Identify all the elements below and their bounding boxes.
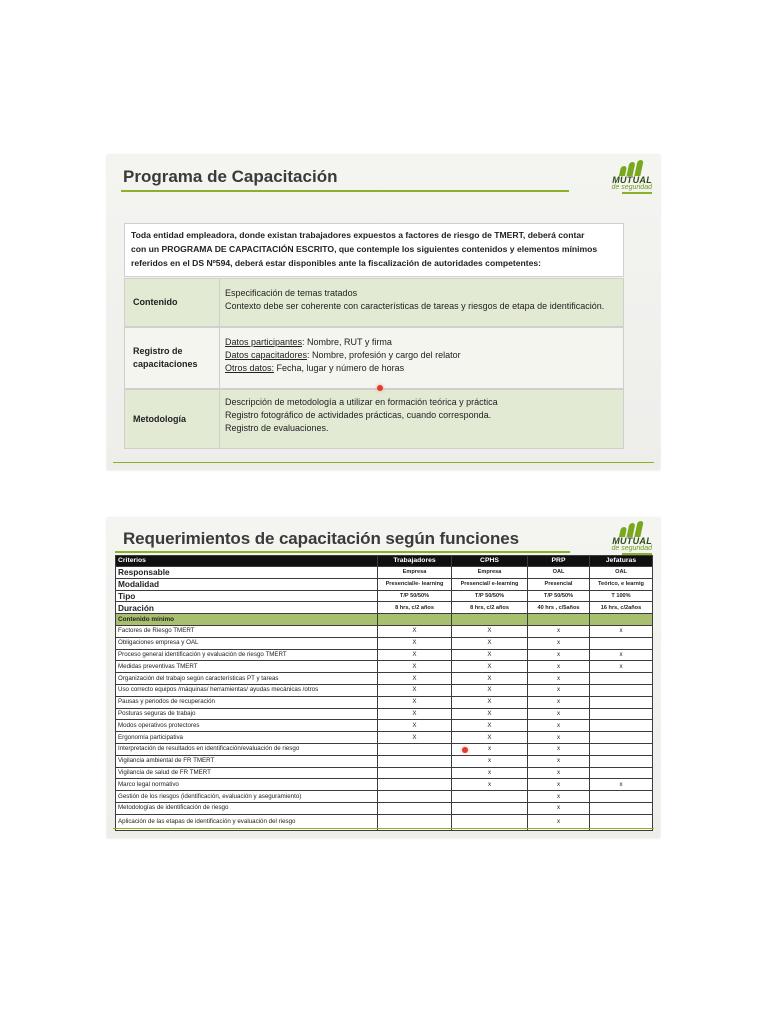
- row-label-line: capacitaciones: [133, 359, 198, 369]
- row-metodologia: [124, 389, 624, 449]
- value-cell: X: [452, 720, 528, 732]
- row-item: [225, 349, 619, 362]
- intro-paragraph: [124, 223, 624, 277]
- slide-requerimientos: [107, 518, 660, 838]
- item-key: Datos participantes: [225, 337, 303, 347]
- row-line: Registro de evaluaciones.: [225, 423, 329, 433]
- value-cell: [590, 732, 653, 744]
- table-row: [116, 720, 653, 732]
- row-label: [125, 328, 220, 388]
- value-cell: X: [452, 696, 528, 708]
- row-line: Especificación de temas tratados: [225, 288, 358, 298]
- criterion-cell: Gestión de los riesgos (identificación, evaluación y aseguramiento): [116, 791, 378, 803]
- section-label: Contenido mínimo: [116, 614, 378, 626]
- criterion-cell: Modos operativos protectores: [116, 720, 378, 732]
- value-cell: Presencial/ e-learning: [452, 578, 528, 590]
- value-cell: x: [590, 625, 653, 637]
- item-rest: Fecha, lugar y número de horas: [274, 363, 405, 373]
- value-cell: [590, 708, 653, 720]
- row-contenido: [124, 278, 624, 327]
- value-cell: [452, 802, 528, 814]
- row-registro: [124, 327, 624, 389]
- criterion-cell: Pausas y periodos de recuperación: [116, 696, 378, 708]
- value-cell: [378, 802, 452, 814]
- value-cell: x: [528, 791, 590, 803]
- value-cell: x: [452, 743, 528, 755]
- value-cell: [590, 791, 653, 803]
- title-underline: [115, 551, 570, 553]
- row-value: [225, 396, 619, 435]
- section-cell: [452, 614, 528, 626]
- value-cell: 8 hrs, c/2 años: [452, 602, 528, 614]
- section-cell: [528, 614, 590, 626]
- value-cell: x: [528, 732, 590, 744]
- table-row: [116, 661, 653, 673]
- value-cell: X: [378, 720, 452, 732]
- value-cell: [590, 802, 653, 814]
- section-cell: [590, 614, 653, 626]
- row-value: [225, 287, 619, 313]
- logo-tagline: de seguridad: [611, 545, 652, 552]
- value-cell: T 100%: [590, 590, 653, 602]
- intro-line: referidos en el DS Nº594, deberá estar disponibles ante la fiscalización de autoridades competentes:: [131, 258, 542, 268]
- value-cell: 40 hrs , c/5años: [528, 602, 590, 614]
- value-cell: x: [528, 625, 590, 637]
- criterion-cell: Vigilancia de salud de FR TMERT: [116, 767, 378, 779]
- value-cell: [378, 743, 452, 755]
- criterion-cell: Marco legal normativo: [116, 779, 378, 791]
- value-cell: [452, 791, 528, 803]
- requirements-table: [115, 555, 653, 831]
- row-line: Contexto debe ser coherente con características de tareas y riesgos de etapa de identificación.: [225, 301, 605, 311]
- value-cell: X: [452, 625, 528, 637]
- value-cell: X: [452, 673, 528, 685]
- value-cell: x: [528, 708, 590, 720]
- item-rest: : Nombre, profesión y cargo del relator: [307, 350, 461, 360]
- logo-bars-icon: [618, 521, 646, 537]
- value-cell: X: [378, 625, 452, 637]
- footer-line: [113, 462, 654, 463]
- criterion-cell: Posturas seguras de trabajo: [116, 708, 378, 720]
- value-cell: [378, 755, 452, 767]
- criterion-cell: Interpretación de resultados en identificación/evaluación de riesgo: [116, 743, 378, 755]
- column-header: CPHS: [452, 556, 528, 567]
- criterion-cell: Aplicación de las etapas de identificación y evaluación del riesgo: [116, 814, 378, 830]
- value-cell: x: [528, 802, 590, 814]
- table-row: [116, 673, 653, 685]
- table-row: [116, 696, 653, 708]
- table-row: [116, 791, 653, 803]
- table-row: [116, 625, 653, 637]
- value-cell: x: [590, 779, 653, 791]
- criterion-cell: Factores de Riesgo TMERT: [116, 625, 378, 637]
- summary-row: [116, 602, 653, 614]
- value-cell: [590, 767, 653, 779]
- value-cell: X: [452, 637, 528, 649]
- slide-programa-capacitacion: [107, 155, 660, 470]
- table-row: [116, 755, 653, 767]
- value-cell: Empresa: [378, 567, 452, 579]
- item-rest: : Nombre, RUT y firma: [302, 337, 392, 347]
- value-cell: x: [452, 767, 528, 779]
- value-cell: Presencial: [528, 578, 590, 590]
- table-row: [116, 743, 653, 755]
- title-underline: [121, 190, 569, 192]
- row-line: Registro fotográfico de actividades prácticas, cuando corresponda.: [225, 410, 492, 420]
- item-key: Otros datos:: [225, 363, 275, 373]
- value-cell: x: [528, 637, 590, 649]
- table-row: [116, 802, 653, 814]
- logo-underline: [622, 192, 652, 194]
- column-header: PRP: [528, 556, 590, 567]
- criterion-cell: Ergonomía participativa: [116, 732, 378, 744]
- criterion-cell: Duración: [116, 602, 378, 614]
- value-cell: x: [528, 649, 590, 661]
- criterion-cell: Organización del trabajo según características PT y tareas: [116, 673, 378, 685]
- slide-title: Programa de Capacitación: [123, 167, 338, 186]
- table-header-row: [116, 556, 653, 567]
- laser-pointer-dot: [462, 747, 468, 753]
- value-cell: x: [528, 661, 590, 673]
- criterion-cell: Medidas preventivas TMERT: [116, 661, 378, 673]
- value-cell: Teórico, e learnig: [590, 578, 653, 590]
- value-cell: [590, 743, 653, 755]
- intro-line: con un PROGRAMA DE CAPACITACIÓN ESCRITO, que contemple los siguientes contenidos y elementos mínimos: [131, 244, 598, 254]
- row-label: Contenido: [125, 279, 220, 326]
- value-cell: [590, 684, 653, 696]
- row-item: [225, 336, 619, 349]
- value-cell: [590, 755, 653, 767]
- value-cell: Presencial/e- learning: [378, 578, 452, 590]
- column-header: Trabajadores: [378, 556, 452, 567]
- mutual-logo: [590, 519, 654, 559]
- value-cell: X: [452, 684, 528, 696]
- column-header: Criterios: [116, 556, 378, 567]
- value-cell: X: [378, 637, 452, 649]
- value-cell: x: [528, 673, 590, 685]
- slide-title: Requerimientos de capacitación según funciones: [123, 529, 519, 548]
- value-cell: [590, 720, 653, 732]
- row-value: [225, 336, 619, 375]
- section-row: [116, 614, 653, 626]
- summary-row: [116, 567, 653, 579]
- value-cell: X: [378, 708, 452, 720]
- value-cell: X: [452, 661, 528, 673]
- row-label: Metodología: [125, 390, 220, 448]
- criterion-cell: Obligaciones empresa y OAL: [116, 637, 378, 649]
- value-cell: x: [528, 684, 590, 696]
- value-cell: X: [378, 732, 452, 744]
- criterion-cell: Uso correcto equipos /máquinas/ herramientas/ ayudas mecánicas /otros: [116, 684, 378, 696]
- value-cell: T/P 50/50%: [528, 590, 590, 602]
- criterion-cell: Vigilancia ambiental de FR TMERT: [116, 755, 378, 767]
- logo-tagline: de seguridad: [611, 184, 652, 191]
- value-cell: x: [528, 814, 590, 830]
- value-cell: [590, 673, 653, 685]
- table-row: [116, 649, 653, 661]
- section-cell: [378, 614, 452, 626]
- table-row: [116, 779, 653, 791]
- value-cell: [378, 779, 452, 791]
- table-row: [116, 708, 653, 720]
- mutual-logo: [590, 158, 654, 198]
- value-cell: 8 hrs, c/2 años: [378, 602, 452, 614]
- logo-wordmark: MUTUAL: [612, 175, 652, 185]
- value-cell: x: [528, 743, 590, 755]
- row-label-line: Registro de: [133, 346, 183, 356]
- value-cell: X: [452, 732, 528, 744]
- value-cell: Empresa: [452, 567, 528, 579]
- value-cell: X: [378, 684, 452, 696]
- criterion-cell: Metodologías de identificación de riesgo: [116, 802, 378, 814]
- value-cell: x: [528, 696, 590, 708]
- item-key: Datos capacitadores: [225, 350, 308, 360]
- value-cell: [378, 767, 452, 779]
- row-item: [225, 362, 619, 375]
- value-cell: X: [378, 673, 452, 685]
- value-cell: x: [528, 720, 590, 732]
- value-cell: x: [590, 661, 653, 673]
- table-row: [116, 767, 653, 779]
- summary-row: [116, 578, 653, 590]
- value-cell: X: [378, 661, 452, 673]
- criterion-cell: Proceso general identificación y evaluación de riesgo TMERT: [116, 649, 378, 661]
- value-cell: x: [528, 767, 590, 779]
- summary-row: [116, 590, 653, 602]
- value-cell: X: [452, 649, 528, 661]
- table-row: [116, 637, 653, 649]
- logo-wordmark: MUTUAL: [612, 536, 652, 546]
- value-cell: x: [528, 779, 590, 791]
- footer-line: [113, 828, 654, 829]
- table-row: [116, 732, 653, 744]
- value-cell: x: [452, 779, 528, 791]
- intro-line: Toda entidad empleadora, donde existan trabajadores expuestos a factores de riesgo de TMERT, deberá contar: [131, 230, 585, 240]
- laser-pointer-dot: [377, 385, 383, 391]
- criterion-cell: Tipo: [116, 590, 378, 602]
- value-cell: OAL: [528, 567, 590, 579]
- value-cell: 16 hrs, c/2años: [590, 602, 653, 614]
- value-cell: OAL: [590, 567, 653, 579]
- row-line: Descripción de metodología a utilizar en formación teórica y práctica: [225, 397, 498, 407]
- table-row: [116, 684, 653, 696]
- value-cell: [590, 696, 653, 708]
- value-cell: X: [378, 696, 452, 708]
- logo-bars-icon: [618, 160, 646, 176]
- value-cell: x: [590, 649, 653, 661]
- column-header: Jefaturas: [590, 556, 653, 567]
- value-cell: x: [452, 755, 528, 767]
- criterion-cell: Modalidad: [116, 578, 378, 590]
- value-cell: T/P 50/50%: [452, 590, 528, 602]
- value-cell: x: [528, 755, 590, 767]
- value-cell: [378, 791, 452, 803]
- criterion-cell: Responsable: [116, 567, 378, 579]
- value-cell: [590, 637, 653, 649]
- value-cell: X: [378, 649, 452, 661]
- value-cell: T/P 50/50%: [378, 590, 452, 602]
- value-cell: X: [452, 708, 528, 720]
